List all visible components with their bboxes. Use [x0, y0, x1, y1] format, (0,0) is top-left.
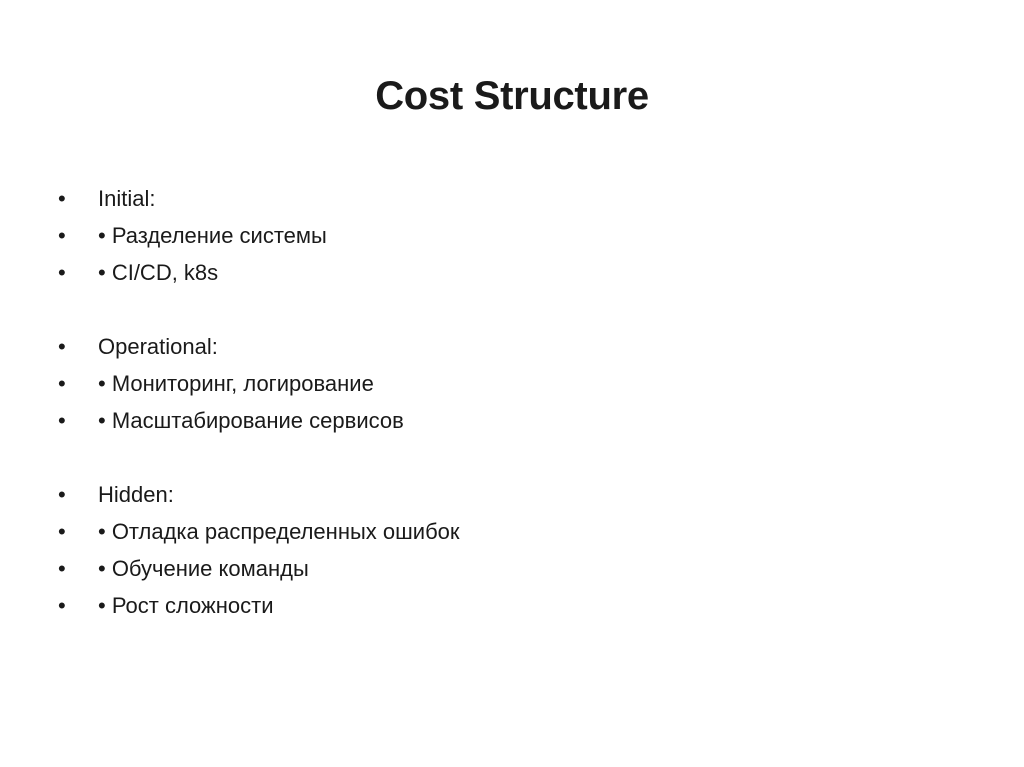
bullet-text: • Разделение системы [98, 223, 327, 248]
bullet-marker: • [58, 519, 66, 544]
bullet-marker: • [58, 556, 66, 581]
bullet-text: • CI/CD, k8s [98, 260, 219, 285]
bullet-marker: • [58, 371, 66, 396]
bullet-marker: • [58, 334, 66, 359]
bullet-text: • Отладка распределенных ошибок [98, 519, 460, 544]
bullet-marker: • [58, 223, 66, 248]
bullet-text: • Масштабирование сервисов [98, 408, 404, 433]
slide-title: Cost Structure [375, 74, 649, 118]
bullet-marker: • [58, 482, 66, 507]
bullet-text: Operational: [98, 334, 218, 359]
bullet-text: • Обучение команды [98, 556, 309, 581]
bullet-text: • Рост сложности [98, 593, 274, 618]
bullet-text: Initial: [98, 186, 156, 211]
bullet-text: • Мониторинг, логирование [98, 371, 374, 396]
bullet-marker: • [58, 260, 66, 285]
bullet-marker: • [58, 593, 66, 618]
bullet-marker: • [58, 186, 66, 211]
bullet-text: Hidden: [98, 482, 174, 507]
bullet-marker: • [58, 408, 66, 433]
